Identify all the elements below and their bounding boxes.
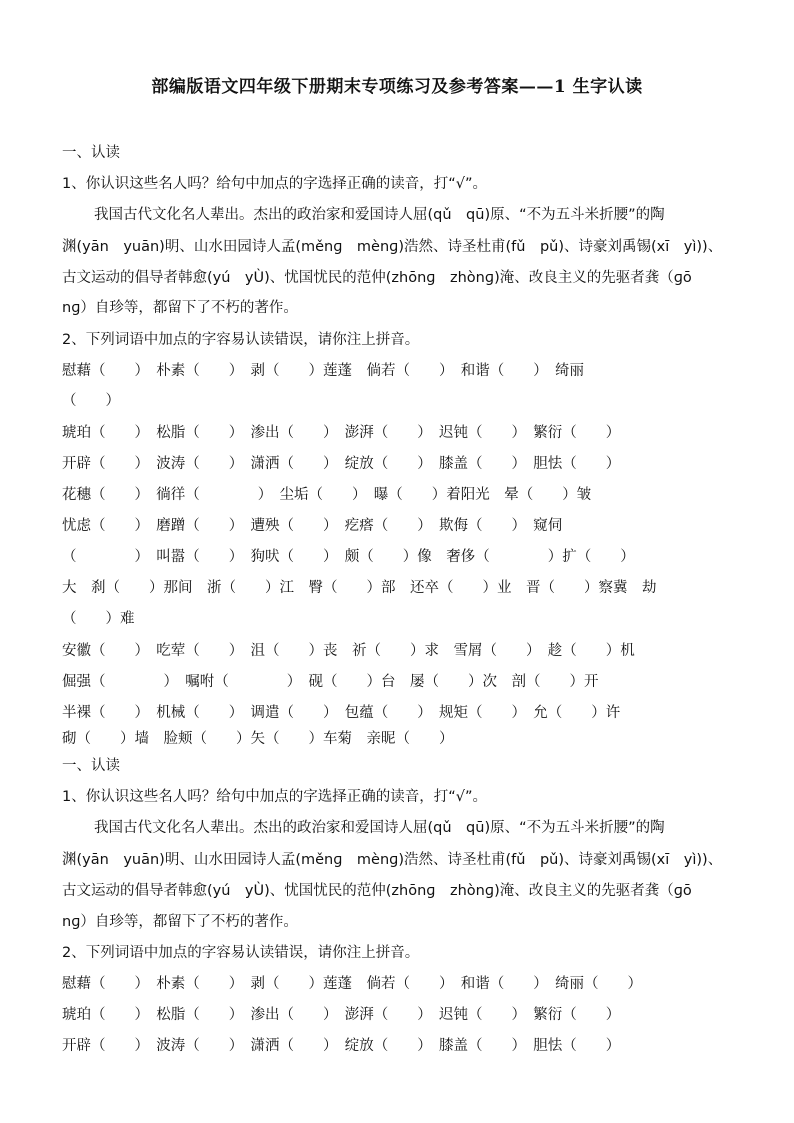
word-line: 慰藉（ ） 朴素（ ） 剥（ ）莲蓬 倘若（ ） 和谐（ ） 绮丽 [62,363,584,379]
passage-line: 我国古代文化名人辈出。杰出的政治家和爱国诗人屈(qǔ qū)原、“不为五斗米折腰”的陶 [94,820,665,836]
word-line: （ ） 叫嚣（ ） 狗吠（ ） 颇（ ）像 奢侈（ ）扩（ ） [62,549,635,565]
word-line: 开辟（ ） 波涛（ ） 潇洒（ ） 绽放（ ） 膝盖（ ） 胆怯（ ） [62,456,621,472]
passage-line: nɡ）自珍等，都留下了不朽的著作。 [62,914,298,930]
word-line: 砌（ ）墙 脸颊（ ）矢（ ）车菊 亲昵（ ） [62,731,454,747]
passage-line: 古文运动的倡导者韩愈(yú yÙ)、忧国忧民的范仲(zhōnɡ zhònɡ)淹、改良主义的先驱者龚（ɡō [62,883,692,899]
word-line: 安徽（ ） 吃荤（ ） 沮（ ）丧 祈（ ）求 雪屑（ ） 趁（ ）机 [62,643,635,659]
word-line: 半裸（ ） 机械（ ） 调遣（ ） 包蕴（ ） 规矩（ ） 允（ ）许 [62,705,621,721]
word-line: 花穗（ ） 徜徉（ ） 尘垢（ ） 曝（ ）着阳光 晕（ ）皱 [62,487,592,503]
passage-line: 我国古代文化名人辈出。杰出的政治家和爱国诗人屈(qǔ qū)原、“不为五斗米折腰”的陶 [94,207,665,223]
question-2: 2、下列词语中加点的字容易认读错误，请你注上拼音。 [62,945,420,961]
question-2: 2、下列词语中加点的字容易认读错误，请你注上拼音。 [62,332,420,348]
passage-line: 渊(yān yuān)明、山水田园诗人孟(měnɡ mènɡ)浩然、诗圣杜甫(fǔ pǔ)、诗豪刘禹锡(xī yì))、 [62,852,723,868]
question-1: 1、你认识这些名人吗？给句中加点的字选择正确的读音，打“√”。 [62,789,487,805]
question-1: 1、你认识这些名人吗？给句中加点的字选择正确的读音，打“√”。 [62,176,487,192]
word-line: 开辟（ ） 波涛（ ） 潇洒（ ） 绽放（ ） 膝盖（ ） 胆怯（ ） [62,1038,621,1054]
passage-line: 渊(yān yuān)明、山水田园诗人孟(měnɡ mènɡ)浩然、诗圣杜甫(fǔ pǔ)、诗豪刘禹锡(xī yì))、 [62,239,723,255]
word-line: 大 刹（ ）那间 浙（ ）江 臀（ ）部 还卒（ ）业 晋（ ）察冀 劫 [62,580,657,596]
word-line: 慰藉（ ） 朴素（ ） 剥（ ）莲蓬 倘若（ ） 和谐（ ） 绮丽（ ） [62,976,642,992]
word-line: （ ）难 [62,611,135,627]
word-line: 琥珀（ ） 松脂（ ） 渗出（ ） 澎湃（ ） 迟钝（ ） 繁衍（ ） [62,425,621,441]
section-heading: 一、认读 [62,145,120,161]
section-heading: 一、认读 [62,758,120,774]
word-line: 倔强（ ） 嘱咐（ ） 砚（ ）台 屡（ ）次 剖（ ）开 [62,674,599,690]
word-line: （ ） [62,393,120,409]
passage-line: 古文运动的倡导者韩愈(yú yÙ)、忧国忧民的范仲(zhōnɡ zhònɡ)淹、改良主义的先驱者龚（ɡō [62,270,692,286]
word-line: 琥珀（ ） 松脂（ ） 渗出（ ） 澎湃（ ） 迟钝（ ） 繁衍（ ） [62,1007,621,1023]
page-title: 部编版语文四年级下册期末专项练习及参考答案——1 生字认读 [151,77,643,97]
passage-line: nɡ）自珍等，都留下了不朽的著作。 [62,300,298,316]
word-line: 忧虑（ ） 磨蹭（ ） 遭殃（ ） 疙瘩（ ） 欺侮（ ） 窥伺 [62,518,563,534]
